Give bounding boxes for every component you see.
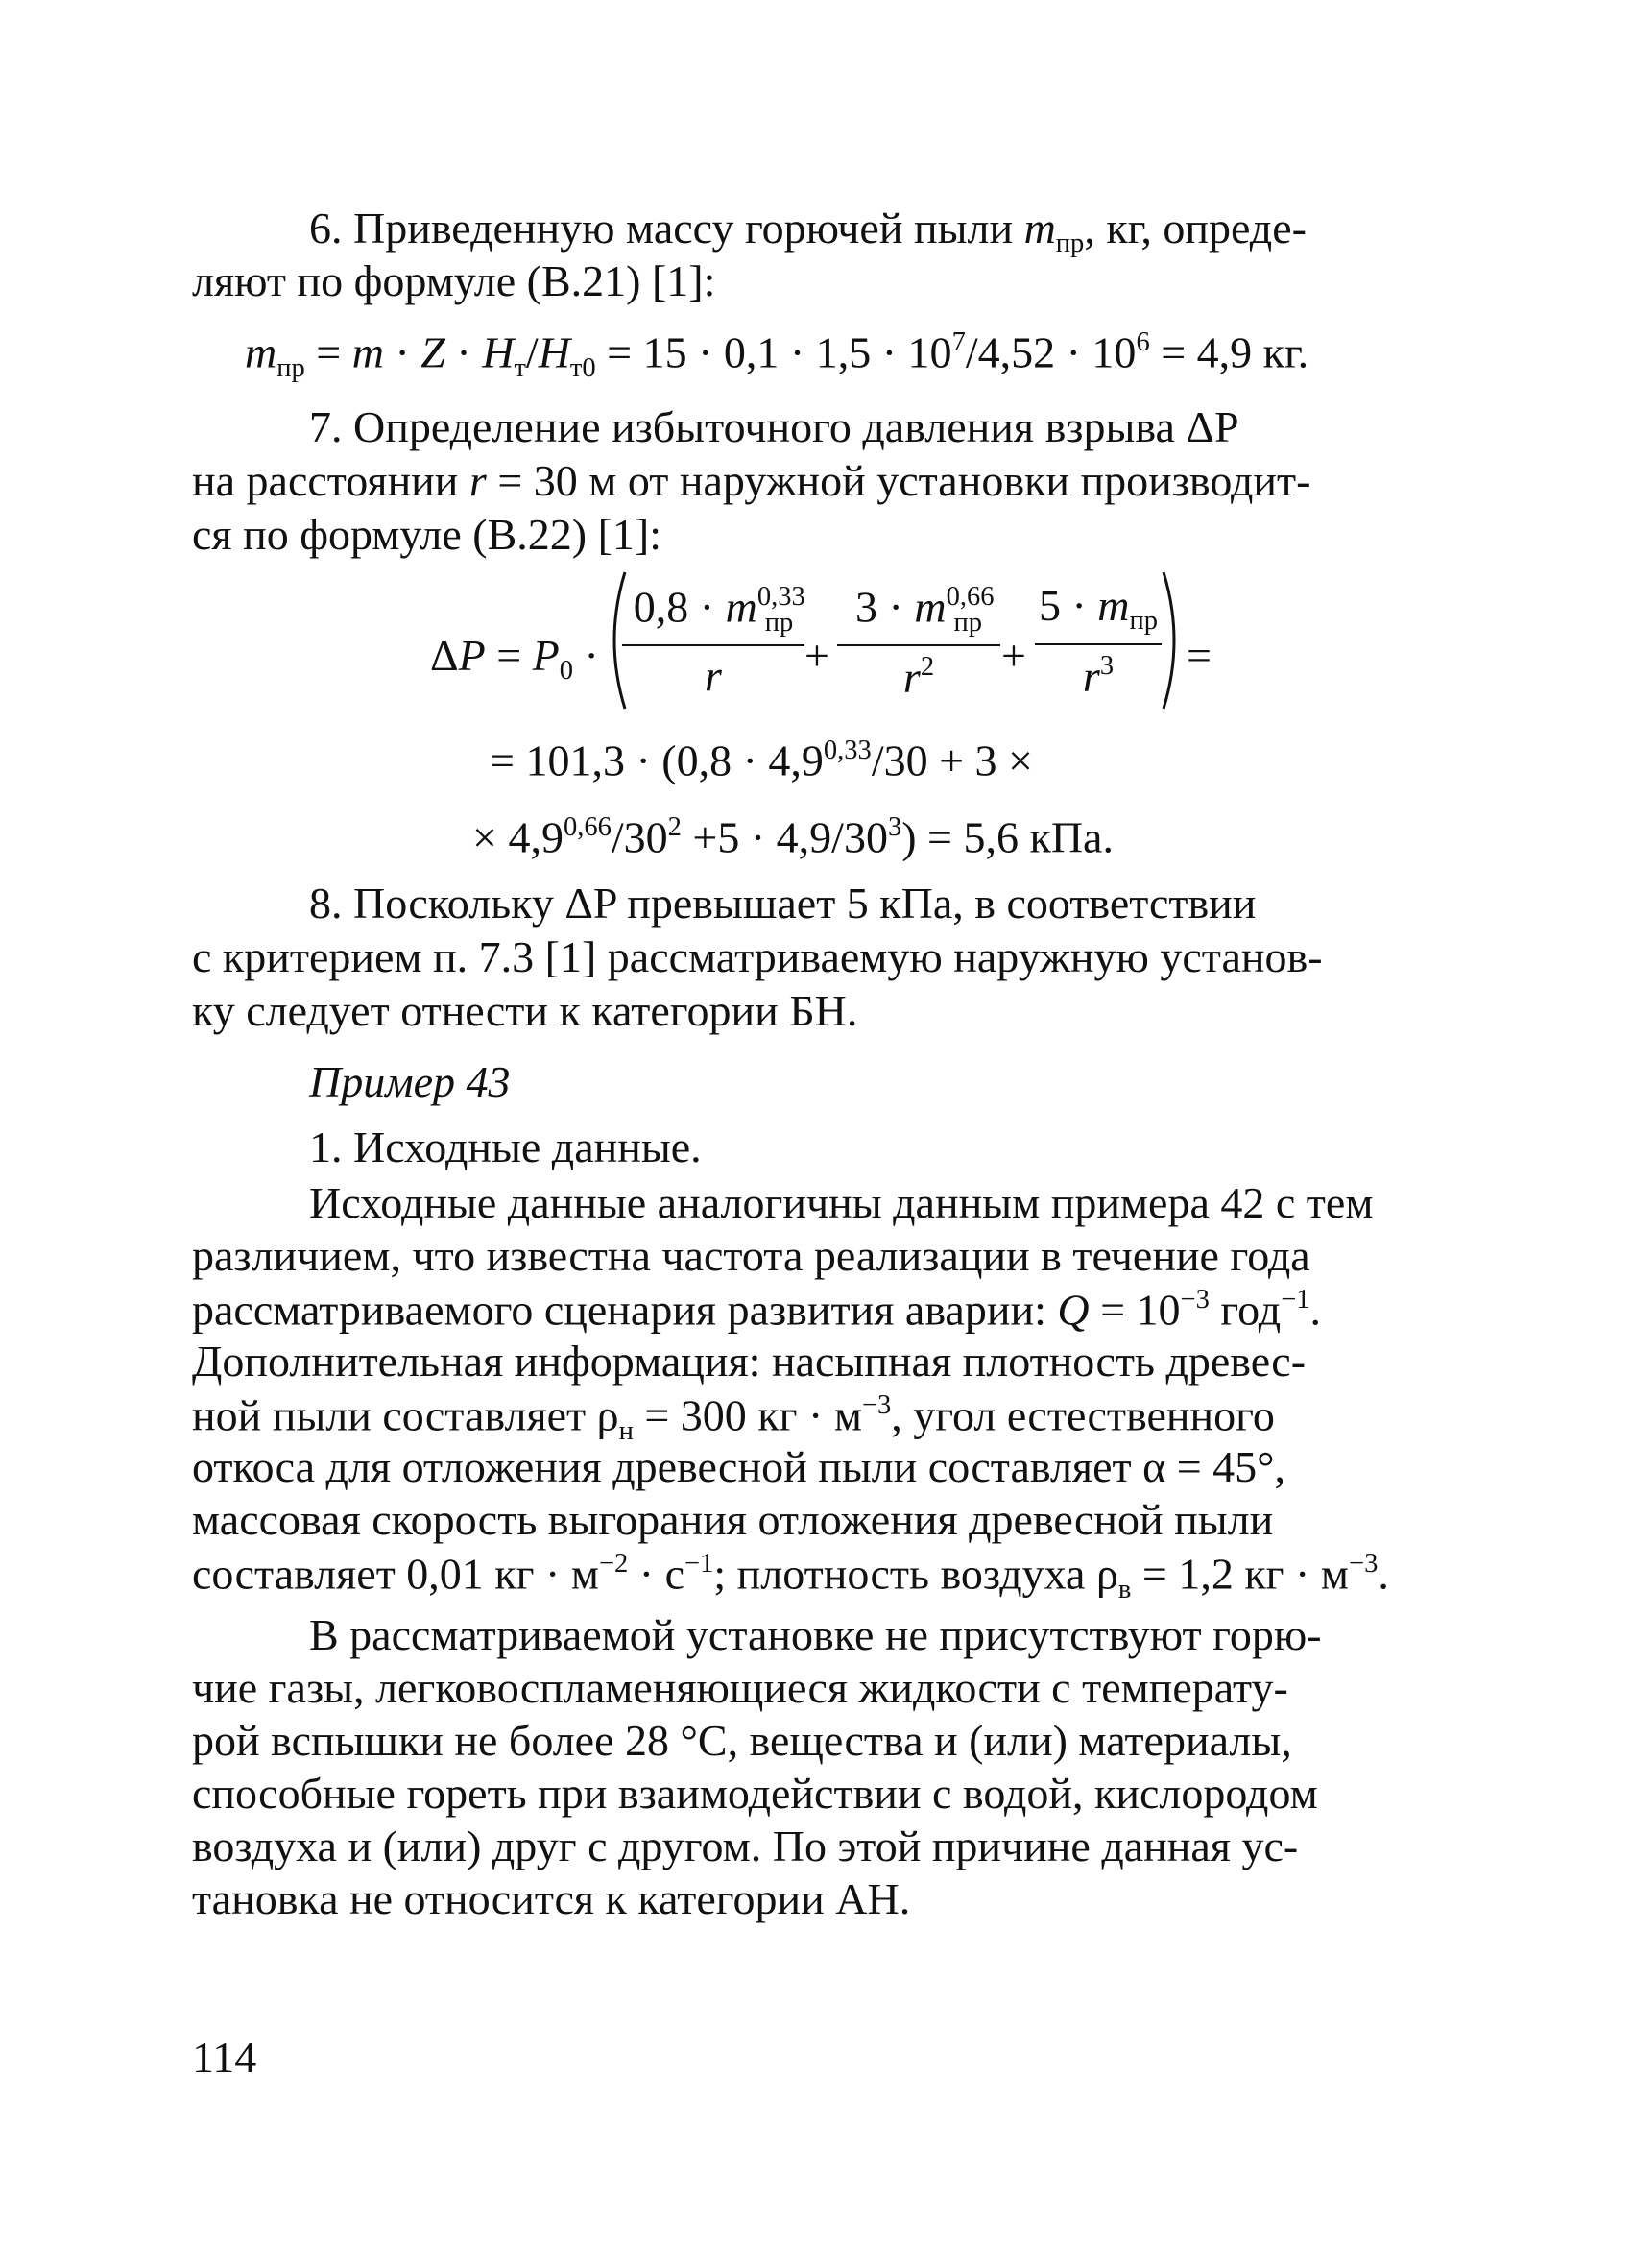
calc-line1: = $101,3 \cdot (0,8 \cdot 4,9^{0,33}/30 + 3$ × [490, 736, 1033, 785]
p8-line1: 8. Поскольку ΔP превышает 5 кПа, в соответствии [309, 879, 1257, 928]
para1-line1: Исходные данные аналогичны данным примера 42 с тем [309, 1178, 1374, 1227]
para1-line7: массовая скорость выгорания отложения древесной пыли [192, 1495, 1274, 1544]
example-heading: Пример 43 [309, 1057, 511, 1106]
para1-line8: составляет 0,01 кг · $м^{-2} \cdot с^{-1}$; плотность воздуха $\rho_в = 1,2$ кг · $м^{-3}$. [192, 1549, 1389, 1604]
p7-line1: 7. Определение избыточного давления взрыва ΔP [309, 402, 1239, 451]
para2-line5: воздуха и (или) друг с другом. По этой причине данная ус- [192, 1822, 1299, 1870]
p8-line2: с критерием п. 7.3 [1] рассматриваемую наружную установ- [192, 932, 1323, 981]
p8-line3: ку следует отнести к категории БН. [192, 986, 858, 1035]
para1-line5: ной пыли составляет $\rho_н = 300$ кг · $м^{-3}$, угол естественного [192, 1390, 1275, 1446]
para2-line1: В рассматриваемой установке не присутствуют горю- [309, 1610, 1322, 1659]
para2-line3: рой вспышки не более 28 °C, вещества и (или) материалы, [192, 1716, 1292, 1765]
p6-line2: ляют по формуле (В.21) [1]: [192, 256, 716, 305]
plus-1: + [804, 631, 829, 680]
para2-line2: чие газы, легковоспламеняющиеся жидкости с температу- [192, 1663, 1288, 1712]
para2-line4: способные гореть при взаимодействии с водой, кислородом [192, 1769, 1318, 1818]
para1-line6: откоса для отложения древесной пыли составляет α = 45°, [192, 1442, 1286, 1491]
eq-tail: = [1187, 631, 1212, 680]
p7-line3: ся по формуле (В.22) [1]: [192, 510, 661, 559]
fraction-3: $5 \cdot m_{пр}$ $r^3$ [1035, 584, 1162, 698]
right-paren [1160, 568, 1188, 712]
p6-line1: 6. Приведенную массу горючей пыли $m_{пр}$, кг, опреде- [309, 204, 1307, 259]
fraction-2: $3 \cdot m^{0,66}_{пр}$ $r^2$ [837, 584, 1000, 700]
plus-2: + [1001, 631, 1026, 680]
para1-line2: различием, что известна частота реализации в течение года [192, 1231, 1310, 1280]
eq-lhs: $\Delta P = P_0$ · [430, 631, 599, 687]
page-number: 114 [192, 2033, 257, 2082]
fraction-1: $0,8 \cdot m^{0,33}_{пр}$ r [622, 584, 804, 698]
para2-line6: тановка не относится к категории АН. [192, 1874, 911, 1923]
para1-line4: Дополнительная информация: насыпная плотность древес- [192, 1337, 1307, 1386]
p6-formula: $m_{пр} = m \cdot Z \cdot H_т/H_{т0} = 15 \cdot 0,1 \cdot 1,5 \cdot 10^7/4,52 \cdot 10^6 = 4,9$ кг. [245, 327, 1309, 383]
item-1: 1. Исходные данные. [309, 1122, 702, 1171]
para1-line3: рассматриваемого сценария развития аварии: $Q = 10^{-3}$ год$^{-1}$. [192, 1285, 1322, 1335]
calc-line2: × $4,9^{0,66}/30^2 +5 \cdot 4,9/30^3) = 5,6$ кПа. [472, 812, 1114, 862]
p7-line2: на расстоянии r = 30 м от наружной установки производит- [192, 456, 1311, 505]
